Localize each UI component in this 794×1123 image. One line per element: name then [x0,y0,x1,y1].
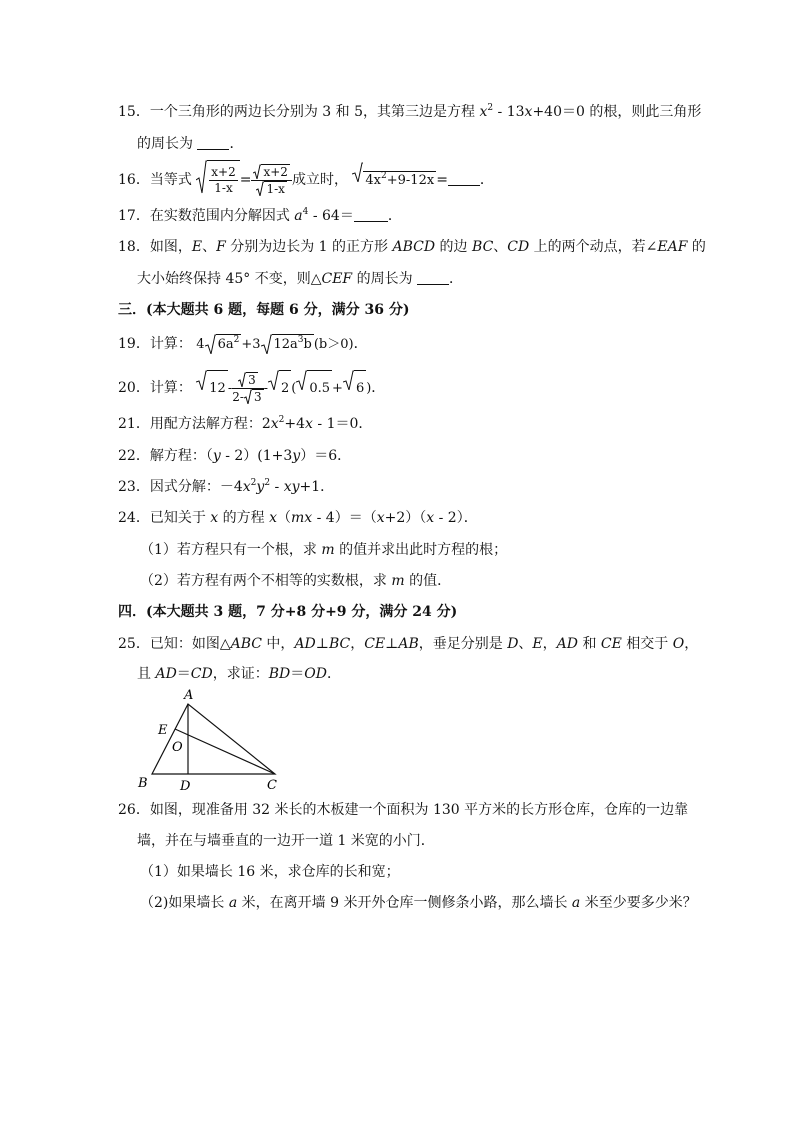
segment-label: CD [507,239,530,255]
question-text: 用配方法解方程：2 [149,416,271,432]
question-number: 23． [118,479,150,495]
question-text: 且 [137,666,156,682]
question-text: - 4）＝（ [312,510,377,526]
radicand: 12 [207,370,228,407]
variable: x [242,479,251,495]
question-25 [118,634,698,654]
question-24-part1 [140,540,507,560]
fraction [232,372,263,405]
triangle-figure [130,684,290,796]
variable: x [376,510,385,526]
question-16 [118,160,494,198]
fraction [251,164,291,197]
variable: xy [283,479,300,495]
segment-label: AB [398,636,419,652]
radical [268,370,291,407]
segment-label: AD [155,666,177,682]
question-text: - [270,479,284,495]
exponent: 4 [302,207,309,217]
question-text: +1． [299,479,335,495]
punctuation: ． [326,666,341,682]
radical [205,334,242,355]
question-26-part1: （1）如果墙长 16 米，求仓库的长和宽； [140,864,400,880]
variable: a [294,208,303,224]
question-26 [118,800,688,820]
angle-label: EAF [657,239,688,255]
question-text: 的 [687,239,706,255]
numerator: x+2 [211,164,236,179]
question-21 [118,414,372,434]
question-number: 15． [118,104,150,120]
question-number: 20． [118,380,150,396]
condition: (b＞0) [313,337,354,352]
variable: m [391,573,405,589]
denominator: 3 [253,389,262,404]
radical-sign-icon [238,372,246,387]
numerator: x+2 [263,164,288,179]
question-number: 26． [118,802,150,818]
radicand: 0.5 [307,370,332,407]
exponent: 2 [264,478,271,488]
question-number: 24． [118,510,150,526]
variable: x [269,510,277,526]
question-15 [118,102,701,122]
answer-blank [354,207,388,222]
radical [256,181,286,197]
answer-blank [417,270,449,285]
punctuation: ． [353,336,368,352]
question-18-line2 [137,269,463,289]
exponent: 2 [233,335,240,345]
segment-label: BC [472,239,494,255]
question-18 [118,237,706,257]
question-17 [118,206,402,226]
radical [352,162,436,198]
variable: a [571,895,581,911]
point-label-e: E [158,723,168,738]
punctuation: ． [449,271,464,287]
question-text: （2）若方程有两个不相等的实数根，求 [140,573,392,589]
radical [261,334,314,355]
question-24-part2 [140,571,451,591]
question-number: 17． [118,208,150,224]
denominator: 2- [232,389,244,404]
variable: y [292,448,301,464]
radical [343,370,366,407]
answer-blank [197,135,229,150]
altitude-ce [175,729,275,774]
paren: ( [291,381,297,396]
operator: - [263,381,268,396]
exponent: 2 [278,415,285,425]
punctuation: ， [684,636,699,652]
exponent: 2 [487,103,494,113]
point-label: E [191,239,203,255]
question-number: 16． [118,172,150,188]
question-text: +2）（ [384,510,427,526]
punctuation: 、 [518,636,533,652]
point-label-o: O [172,740,183,755]
shape-label: ABC [230,636,262,652]
segment-label: BD [268,666,291,682]
point-label: O [672,636,685,652]
fraction [209,165,237,196]
exponent: 3 [297,335,304,345]
equals-sign: = [436,172,448,188]
radical-sign-icon [261,334,272,354]
variable: x [210,510,219,526]
question-text: - 13 [493,104,525,120]
equals-sign: ＝ [176,666,191,682]
punctuation: 、 [493,239,508,255]
question-text: 当等式 [149,172,192,188]
punctuation: 、 [202,239,217,255]
point-label-d: D [180,779,191,794]
radical [244,389,264,405]
question-text: 在实数范围内分解因式 [149,208,295,224]
question-26-part2 [140,893,697,913]
radical-sign-icon [296,370,307,390]
equals-sign: = [239,172,252,188]
radical-sign-icon [205,334,216,354]
question-23 [118,477,334,497]
operator: +3 [241,337,261,352]
radical-sign-icon [343,370,354,390]
point-label: E [532,636,543,652]
shape-label: CEF [321,271,353,287]
question-text: - 2）． [434,510,478,526]
operator: - [227,381,233,396]
variable: y [212,448,221,464]
point-label: D [507,636,519,652]
question-text: （2)如果墙长 [140,895,229,911]
radicand: 6a [217,337,234,352]
segment-label: CE [600,636,622,652]
punctuation: ， [350,636,365,652]
question-number: 25． [118,636,150,652]
radicand: 2 [279,370,291,407]
punctuation: ． [229,136,244,152]
shape-label: ABCD [392,239,436,255]
question-text: 相交于 [621,636,673,652]
question-text: 的值． [404,573,452,589]
question-number: 19． [118,336,150,352]
variable: x [305,416,313,432]
operator: + [332,381,343,396]
segment-label: CE [364,636,386,652]
question-text: - 1＝0． [312,416,373,432]
question-text: 的周长为 [352,271,413,287]
question-text: 因式分解：－4 [149,479,243,495]
radicand: 4x [365,173,382,188]
question-text: ，求证： [212,666,269,682]
question-25-line2 [137,664,341,684]
radical-sign-icon [268,370,279,390]
variable: x [426,510,435,526]
vertex-label-c: C [267,778,277,793]
question-text: 计算： [149,336,192,352]
answer-blank [448,171,480,186]
radical-sign-icon [244,389,252,404]
question-20 [118,370,385,407]
denominator: 1-x [266,181,285,196]
equals-sign: ＝ [290,666,305,682]
question-text: - 2）(1+3 [220,448,293,464]
radicand: 6 [354,370,366,407]
question-26-line2: 墙，并在与墙垂直的一边开一道 1 米宽的小门． [137,833,435,849]
question-text: 分别为边长为 1 的正方形 [225,239,393,255]
question-15-line2 [137,134,243,154]
radical [238,372,258,388]
question-text: 的值并求出此时方程的根； [334,542,508,558]
question-text: 计算： [149,380,192,396]
question-text: ，垂足分别是 [418,636,508,652]
punctuation: ． [371,380,386,396]
paren: （ [277,510,291,526]
radical [196,160,239,198]
segment-label: OD [304,666,327,682]
punctuation: ． [479,172,494,188]
radical-sign-icon [256,181,264,196]
question-text: 中， [261,636,295,652]
exponent: 2 [250,478,257,488]
question-text: 已知关于 [149,510,211,526]
question-number: 22． [118,448,150,464]
paren: ) [366,381,372,396]
question-text: 的周长为 [137,136,193,152]
question-22 [118,446,351,466]
question-text: +40＝0 的根，则此三角形 [532,104,702,120]
denominator: 1-x [214,180,233,195]
operator: ⊥ [385,636,399,652]
question-19 [118,334,368,355]
operator: ⊥ [315,636,329,652]
punctuation: ． [387,208,402,224]
segment-label: CD [190,666,213,682]
variable: m [321,542,335,558]
question-text: 解方程：（ [149,448,213,464]
segment-label: AD [294,636,316,652]
question-text: （1）若方程只有一个根，求 [140,542,322,558]
radicand: b [303,337,312,352]
question-text: 米，在离开墙 9 米开外仓库一侧修条小路，那么墙长 [237,895,572,911]
variable: x [270,416,279,432]
question-text: 大小始终保持 45° 不变，则△ [137,271,322,287]
section-heading-3: 三．(本大题共 6 题，每题 6 分，满分 36 分) [118,302,410,318]
variable: mx [291,510,313,526]
question-text: - 64＝ [308,208,354,224]
variable: x [479,104,488,120]
section-heading-4: 四．(本大题共 3 题，7 分+8 分+9 分，满分 24 分) [118,604,458,620]
radical-sign-icon [253,164,261,179]
question-text: 如图，现准备用 32 米长的木板建一个面积为 130 平方米的长方形仓库，仓库的一边靠 [149,802,689,818]
vertex-label-a: A [184,688,194,703]
point-label: F [216,239,226,255]
coefficient: 4 [196,337,205,352]
vertex-label-b: B [138,776,148,791]
segment-label: AD [556,636,578,652]
radical [196,370,228,407]
question-text: 已知：如图△ [149,636,231,652]
segment-label: BC [328,636,351,652]
variable: x [524,104,533,120]
question-number: 18． [118,239,150,255]
question-number: 21． [118,416,150,432]
question-text: 如图， [149,239,192,255]
triangle-abc [152,704,275,774]
radicand: 12a [273,337,298,352]
exponent: 2 [381,171,387,181]
radical-sign-icon [196,370,207,390]
variable: y [256,479,265,495]
question-text: 和 [578,636,601,652]
variable: a [228,895,238,911]
question-text: 的边 [435,239,473,255]
question-text: 的方程 [218,510,270,526]
question-text: 成立时， [291,172,348,188]
numerator: 3 [248,372,256,387]
question-24 [118,508,478,528]
question-text: +4 [284,416,306,432]
question-text: ）＝6． [300,448,352,464]
radical [296,370,332,407]
question-text: 一个三角形的两边长分别为 3 和 5，其第三边是方程 [149,104,480,120]
punctuation: ， [542,636,557,652]
question-text: 上的两个动点，若∠ [529,239,658,255]
radical [253,164,289,180]
radicand: +9-12x [386,173,435,188]
radical-sign-icon [196,160,207,194]
radical-sign-icon [352,162,363,182]
question-text: 米至少要多少米？ [580,895,697,911]
